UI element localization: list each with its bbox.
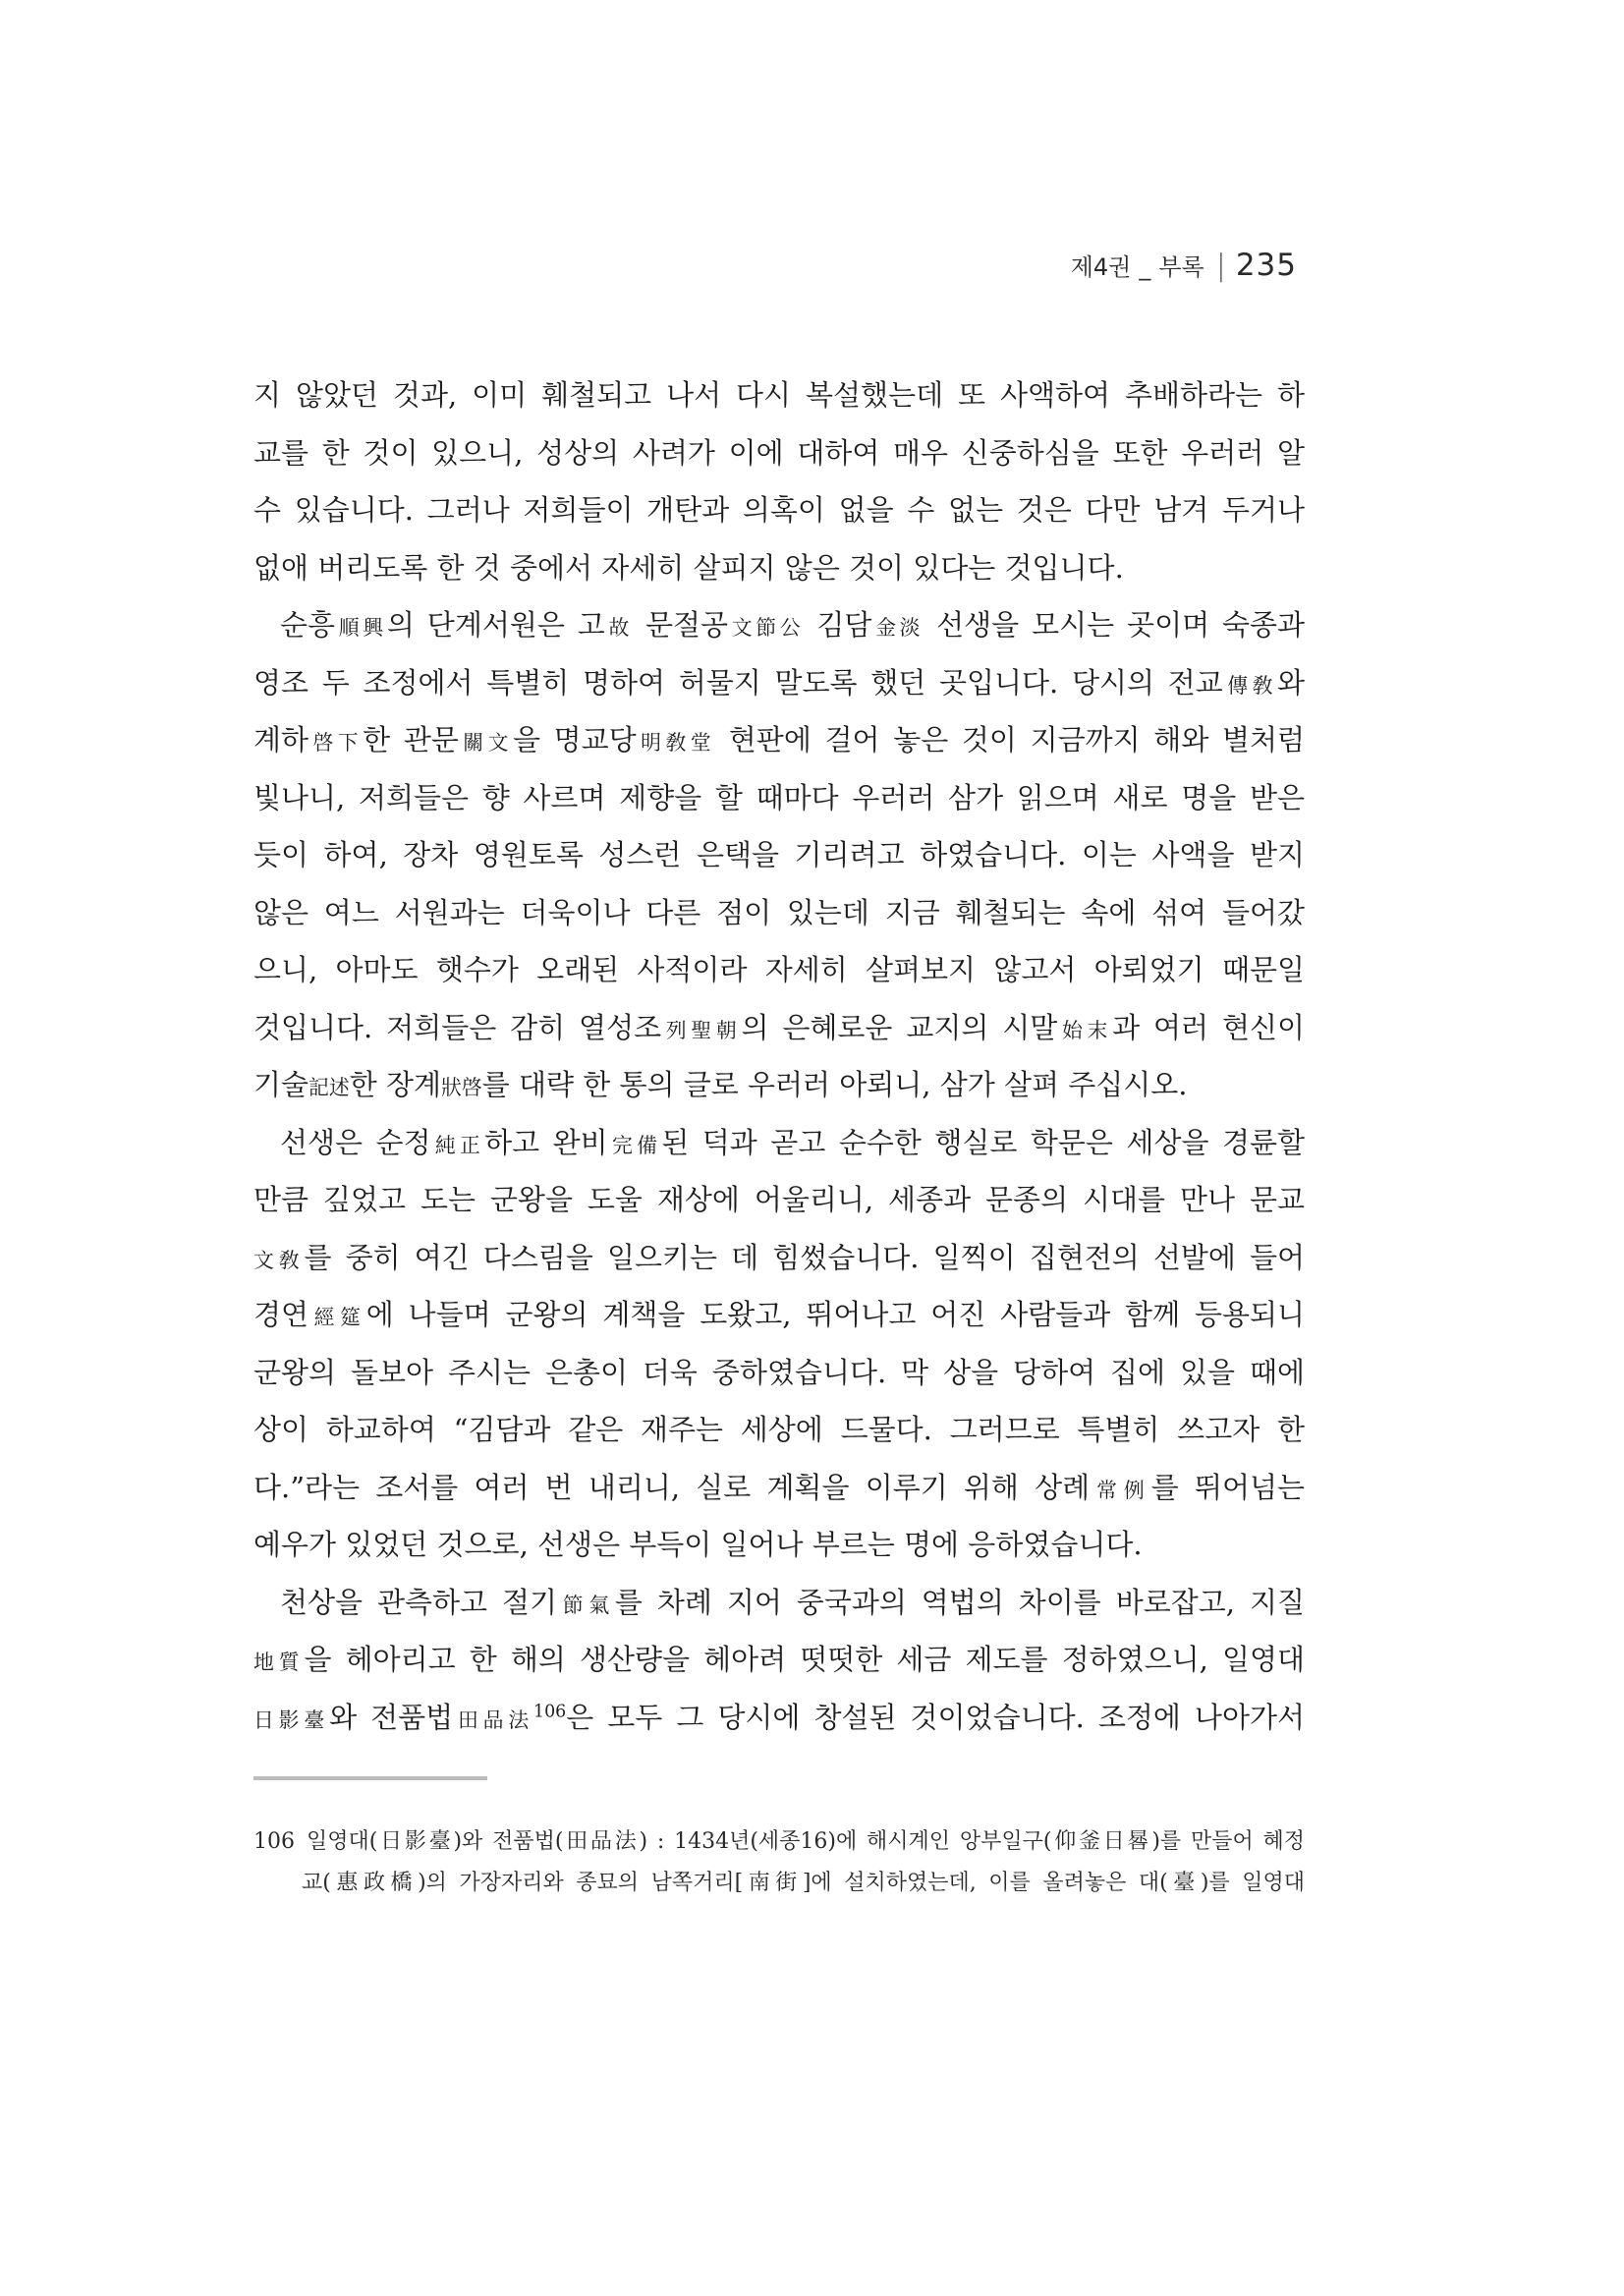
text-line: 교를 한 것이 있으니, 성상의 사려가 이에 대하여 매우 신중하심을 또한 우러러 알 [253,435,1305,470]
text-line: 예우가 있었던 것으로, 선생은 부득이 일어나 부르는 명에 응하였습니다. [253,1528,1143,1561]
text-line: 선생은 순정純正하고 완비完備된 덕과 곧고 순수한 행실로 학문은 세상을 경륜할 [280,1125,1305,1159]
hanja-gloss: 順興 [335,616,387,640]
paragraph [253,1574,1305,1747]
running-header [1071,248,1297,291]
footnote-line [253,1821,1305,1863]
footnote-text: 일영대(日影臺)와 전품법(田品法) : 1434년(세종16)에 해시계인 앙부일구(仰釜日晷)를 만들어 혜정 [307,1829,1305,1854]
hanja-gloss: 節氣 [557,1593,615,1617]
text-line: 으니, 아마도 햇수가 오래된 사적이라 자세히 살펴보지 않고서 아뢰었기 때문일 [253,953,1305,986]
hanja-gloss: 常例 [1090,1478,1151,1502]
header-divider: | [1215,249,1226,283]
hanja-gloss: 狀啓 [441,1076,482,1099]
text-line: 경연經筵에 나들며 군왕의 계책을 도왔고, 뛰어나고 어진 사람들과 함께 등용되니 [253,1298,1305,1331]
text-line: 없애 버리도록 한 것 중에서 자세히 살피지 않은 것이 있다는 것입니다. [253,550,1124,585]
text-line: 영조 두 조정에서 특별히 명하여 허물지 말도록 했던 곳입니다. 당시의 전교傳敎와 [253,665,1305,700]
text-line: 기술記述한 장계狀啓를 대략 한 통의 글로 우러러 아뢰니, 삼가 살펴 주십시오. [253,1068,1188,1101]
hanja-gloss: 明敎堂 [636,731,716,755]
text-line: 만큼 깊었고 도는 군왕을 도울 재상에 어울리니, 세종과 문종의 시대를 만나 문교 [253,1183,1305,1216]
footnote-rule [253,1776,487,1780]
footnote-line [253,1863,1305,1904]
text-line: 빛나니, 저희들은 향 사르며 제향을 할 때마다 우러러 삼가 읽으며 새로 명을 받은 [253,780,1305,814]
text-segment: 은 모두 그 당시에 창설된 것이었습니다. 조정에 나아가서 [566,1700,1305,1734]
hanja-gloss: 傳敎 [1222,673,1277,698]
text-line: 순흥順興의 단계서원은 고故 문절공文節公 김담金淡 선생을 모시는 곳이며 숙종과 [280,608,1305,642]
hanja-gloss: 田品法 [453,1708,534,1732]
footnote-reference[interactable]: 106 [533,1702,567,1722]
footnote [253,1821,1305,1904]
text-line: 지 않았던 것과, 이미 훼철되고 나서 다시 복설했는데 또 사액하여 추배하라는 하 [253,378,1305,412]
text-segment: 日影臺와 전품법田品法 [253,1700,534,1734]
hanja-gloss: 文節公 [728,616,805,640]
text-line: 상이 하교하여 “김담과 같은 재주는 세상에 드물다. 그러므로 특별히 쓰고자 한 [253,1413,1305,1446]
footnote-text: 교(惠政橋)의 가장자리와 종묘의 남쪽거리[南街]에 설치하였는데, 이를 올려놓은 대(臺)를 일영대 [302,1871,1305,1895]
hanja-gloss: 純正 [430,1133,485,1157]
text-line: 듯이 하여, 장차 영원토록 성스런 은택을 기리려고 하였습니다. 이는 사액을 받지 [253,838,1305,871]
hanja-gloss: 啓下 [308,731,364,755]
header-separator: _ [1139,253,1151,281]
volume-label: 제4권 [1070,253,1132,281]
paragraph [253,596,1305,1114]
hanja-gloss: 故 [604,616,634,640]
text-line: 것입니다. 저희들은 감히 열성조列聖朝의 은혜로운 교지의 시말始末과 여러 현신이 [253,1010,1305,1044]
text-line: 수 있습니다. 그러나 저희들이 개탄과 의혹이 없을 수 없는 것은 다만 남겨 두거나 [253,493,1305,527]
hanja-gloss: 經筵 [308,1306,366,1329]
text-line: 계하啓下한 관문關文을 명교당明敎堂 현판에 걸어 놓은 것이 지금까지 해와 별처럼 [253,723,1305,756]
page-number: 235 [1235,248,1297,283]
paragraph [253,1114,1305,1574]
section-label: 부록 [1158,253,1204,281]
hanja-gloss: 記述 [308,1076,350,1099]
hanja-gloss: 日影臺 [253,1708,330,1732]
text-line [253,1689,1305,1747]
text-line: 않은 여느 서원과는 더욱이나 다른 점이 있는데 지금 훼철되는 속에 섞여 들어갔 [253,895,1305,929]
footnote-number: 106 [253,1829,295,1854]
hanja-gloss: 金淡 [871,616,924,640]
hanja-gloss: 關文 [458,731,513,755]
paragraph [253,366,1305,596]
text-line: 文敎를 중히 여긴 다스림을 일으키는 데 힘썼습니다. 일찍이 집현전의 선발에 들어 [253,1240,1305,1274]
body-text [253,366,1305,1746]
text-line: 천상을 관측하고 절기節氣를 차례 지어 중국과의 역법의 차이를 바로잡고, 지질 [280,1585,1305,1619]
hanja-gloss: 始末 [1057,1018,1113,1042]
text-line: 다.”라는 조서를 여러 번 내리니, 실로 계획을 이루기 위해 상례常例를 뛰어넘는 [253,1470,1305,1504]
text-line: 地質을 헤아리고 한 해의 생산량을 헤아려 떳떳한 세금 제도를 정하였으니, 일영대 [253,1643,1305,1676]
hanja-gloss: 列聖朝 [661,1018,742,1042]
text-line: 군왕의 돌보아 주시는 은총이 더욱 중하였습니다. 막 상을 당하여 집에 있을 때에 [253,1355,1305,1389]
hanja-gloss: 完備 [607,1133,662,1157]
hanja-gloss: 文敎 [253,1248,305,1272]
hanja-gloss: 地質 [253,1651,305,1674]
